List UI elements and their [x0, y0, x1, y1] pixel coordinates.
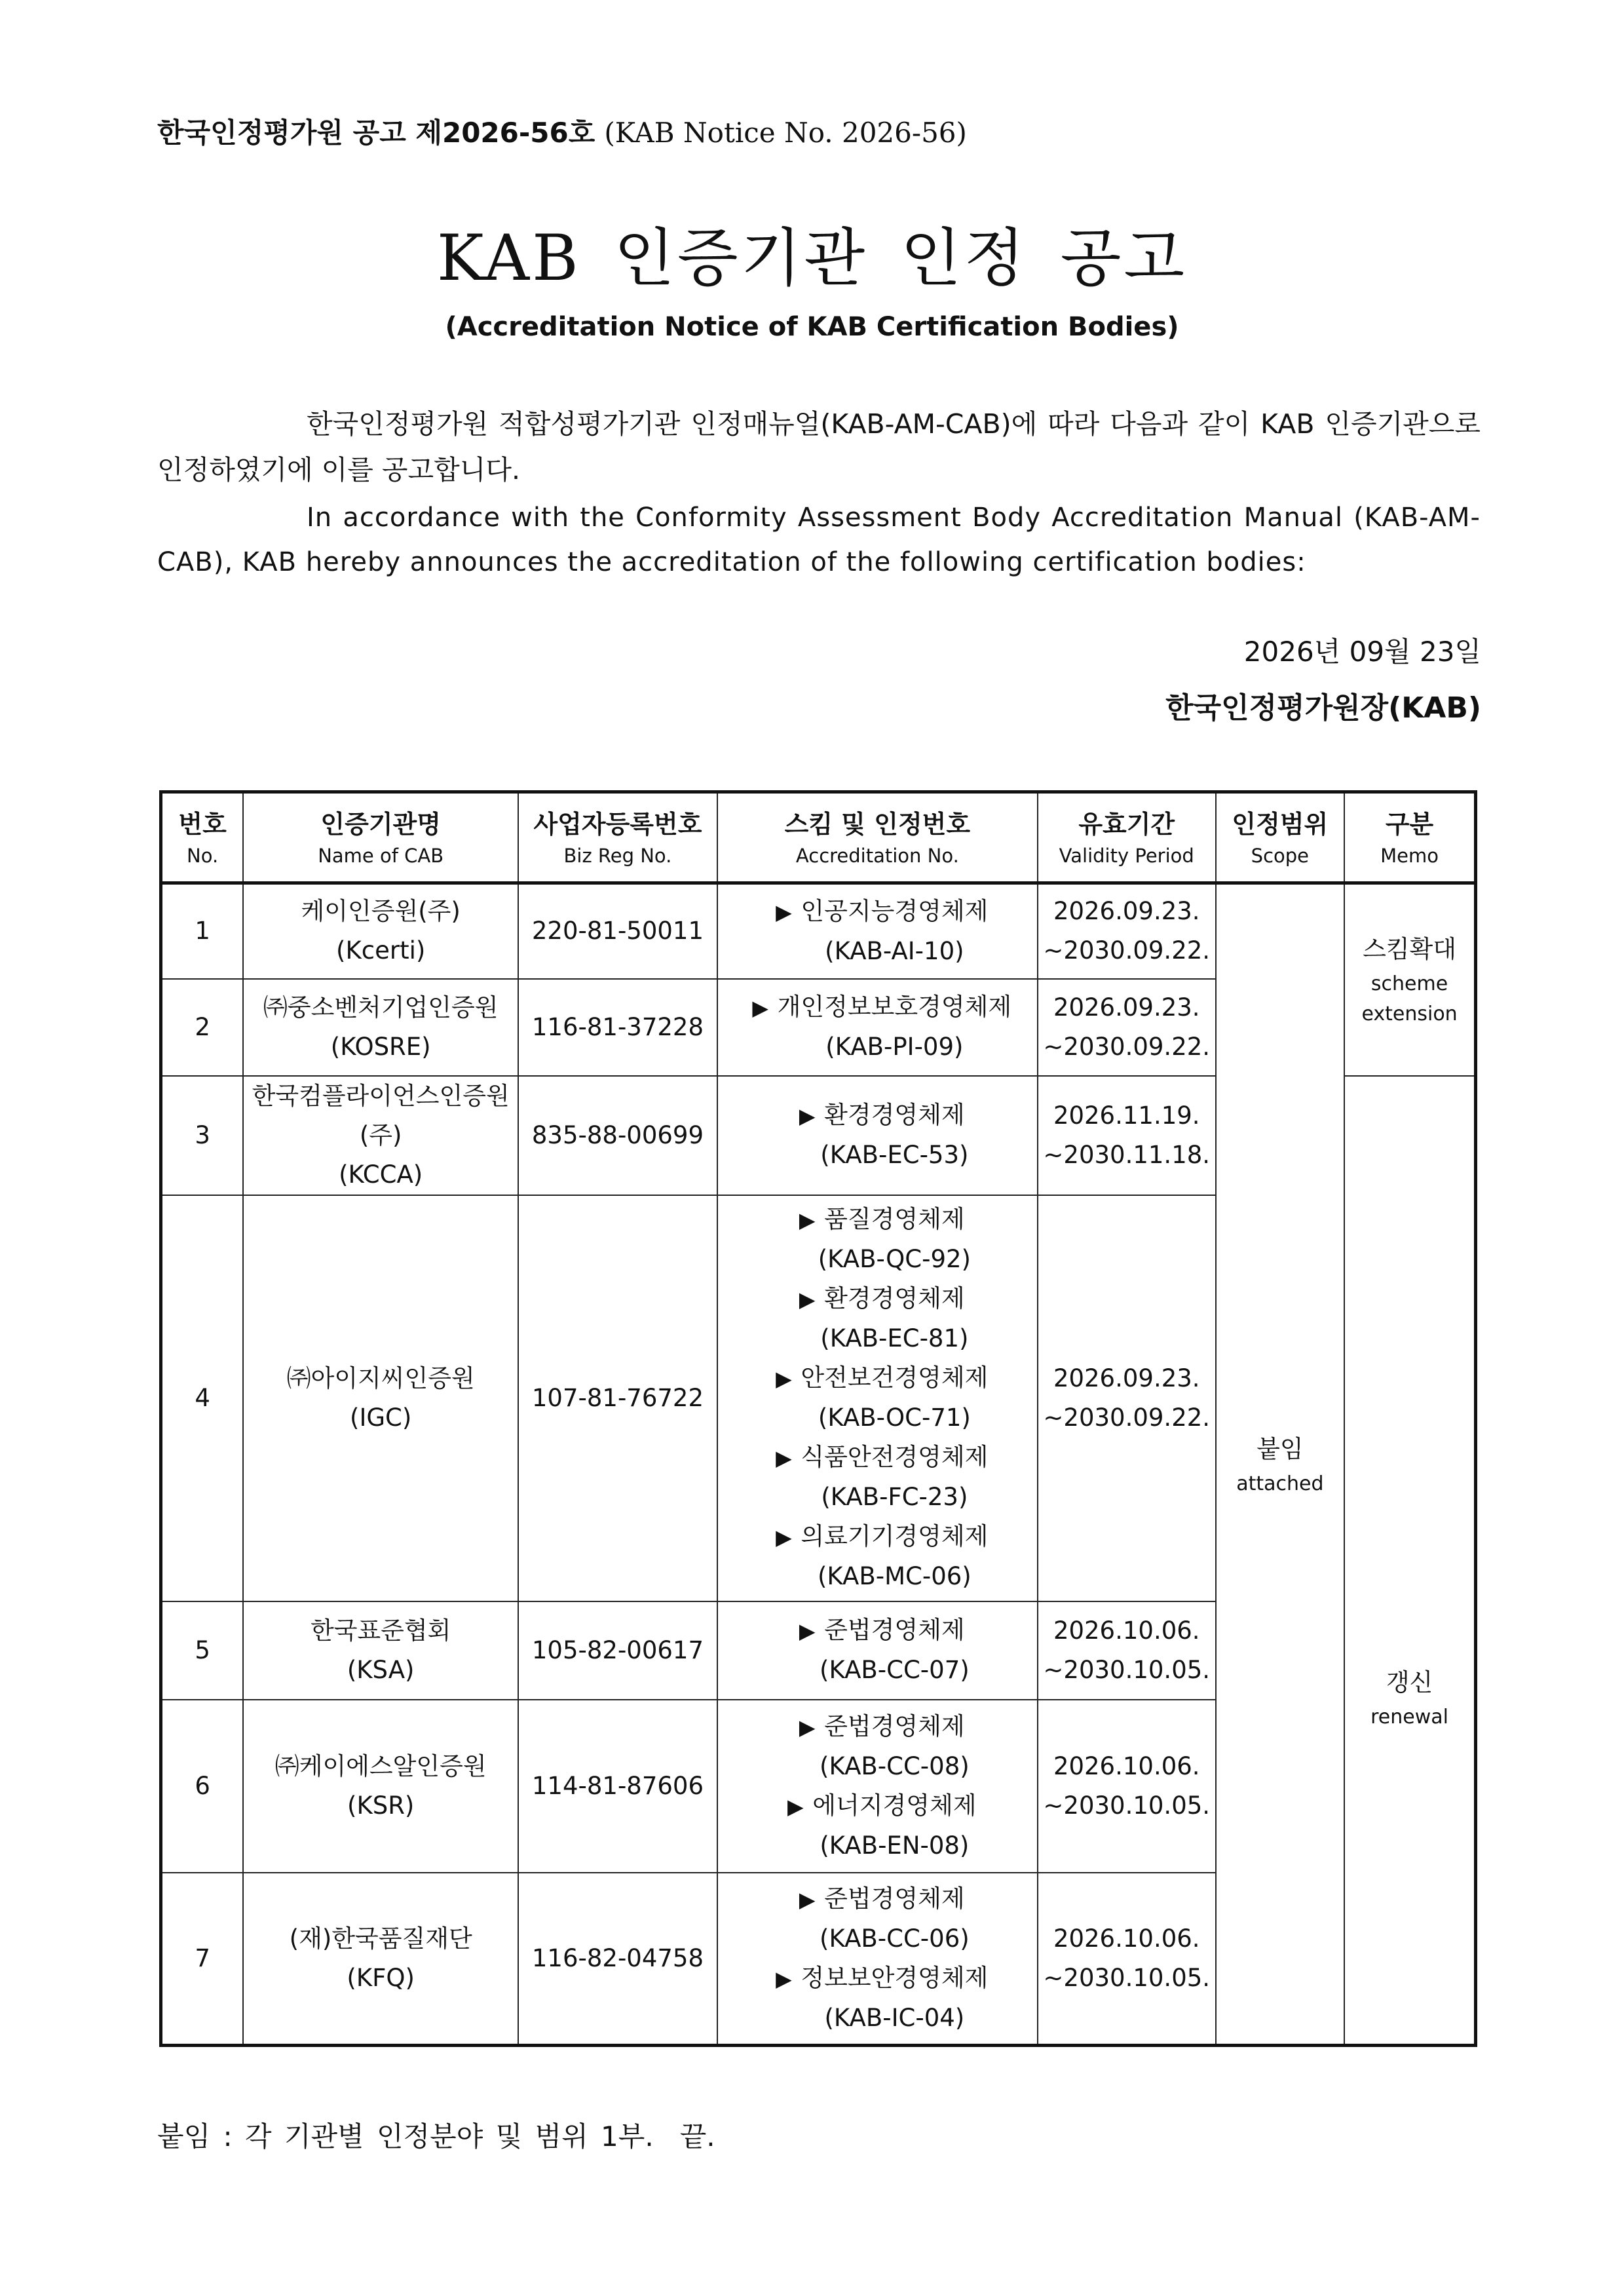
- bullet-triangle-icon: ▶: [776, 899, 792, 925]
- table-header-row: [161, 792, 1476, 883]
- bullet-triangle-icon: ▶: [776, 1966, 792, 1991]
- bullet-triangle-icon: ▶: [787, 1793, 804, 1819]
- end-mark: 끝.: [679, 2120, 715, 2152]
- row-name: ㈜케이에스알인증원 (KSR): [243, 1700, 518, 1873]
- bullet-triangle-icon: ▶: [799, 1618, 816, 1643]
- notice-number-en: (KAB Notice No. 2026-56): [604, 117, 967, 149]
- notice-number: [157, 111, 967, 151]
- bullet-triangle-icon: ▶: [799, 1714, 816, 1740]
- scheme-item: ▶ 준법경영체제 (KAB-CC-06): [718, 1879, 1037, 1959]
- row-schemes: [717, 1076, 1038, 1195]
- row-biz: 116-81-37228: [518, 979, 717, 1076]
- intro-paragraph-ko: 한국인정평가원 적합성평가기관 인정매뉴얼(KAB-AM-CAB)에 따라 다음과 같이 KAB 인증기관으로 인정하였기에 이를 공고합니다.: [157, 408, 1481, 486]
- scheme-item: ▶ 안전보건경영체제 (KAB-OC-71): [718, 1358, 1037, 1438]
- bullet-triangle-icon: ▶: [799, 1886, 816, 1912]
- row-biz: 114-81-87606: [518, 1700, 717, 1873]
- memo-extension: 스킴확대 scheme extension: [1344, 883, 1475, 1076]
- row-no: 4: [161, 1195, 244, 1601]
- notice-date: 2026년 09월 23일: [1243, 636, 1481, 668]
- header-biz: 사업자등록번호 Biz Reg No.: [518, 792, 717, 883]
- row-schemes: [717, 1700, 1038, 1873]
- header-scheme: 스킴 및 인정번호 Accreditation No.: [717, 792, 1038, 883]
- row-validity: 2026.09.23. ~2030.09.22.: [1038, 1195, 1216, 1601]
- row-no: 2: [161, 979, 244, 1076]
- row-name: (재)한국품질재단 (KFQ): [243, 1873, 518, 2046]
- bullet-triangle-icon: ▶: [752, 995, 768, 1020]
- row-schemes: [717, 1873, 1038, 2046]
- scheme-item: ▶ 준법경영체제 (KAB-CC-08): [718, 1707, 1037, 1786]
- page-subtitle: (Accreditation Notice of KAB Certification Bodies): [445, 312, 1179, 342]
- scheme-item: ▶ 에너지경영체제 (KAB-EN-08): [718, 1786, 1037, 1866]
- row-validity: 2026.10.06. ~2030.10.05.: [1038, 1700, 1216, 1873]
- row-schemes: [717, 1601, 1038, 1700]
- scheme-item: ▶ 품질경영체제 (KAB-QC-92): [718, 1200, 1037, 1279]
- scheme-item: ▶ 인공지능경영체제 (KAB-AI-10): [718, 892, 1037, 971]
- header-name: 인증기관명 Name of CAB: [243, 792, 518, 883]
- table-row: [161, 883, 1476, 979]
- row-name: ㈜중소벤처기업인증원 (KOSRE): [243, 979, 518, 1076]
- row-biz: 835-88-00699: [518, 1076, 717, 1195]
- scheme-item: ▶ 의료기기경영체제 (KAB-MC-06): [718, 1517, 1037, 1596]
- header-memo: 구분 Memo: [1344, 792, 1475, 883]
- attachment-text: 붙임 : 각 기관별 인정분야 및 범위 1부.: [157, 2120, 654, 2152]
- header-scope: 인정범위 Scope: [1216, 792, 1345, 883]
- row-name: ㈜아이지씨인증원 (IGC): [243, 1195, 518, 1601]
- scheme-item: ▶ 식품안전경영체제 (KAB-FC-23): [718, 1438, 1037, 1517]
- scheme-item: ▶ 환경경영체제 (KAB-EC-81): [718, 1279, 1037, 1358]
- scheme-item: ▶ 정보보안경영체제 (KAB-IC-04): [718, 1959, 1037, 2038]
- row-validity: 2026.10.06. ~2030.10.05.: [1038, 1873, 1216, 2046]
- bullet-triangle-icon: ▶: [799, 1103, 816, 1128]
- footer-attachment: [157, 2115, 715, 2154]
- issuer: 한국인정평가원장(KAB): [1165, 691, 1481, 725]
- row-no: 7: [161, 1873, 244, 2046]
- header-validity: 유효기간 Validity Period: [1038, 792, 1216, 883]
- scheme-item: ▶ 개인정보보호경영체제 (KAB-PI-09): [718, 987, 1037, 1067]
- row-biz: 107-81-76722: [518, 1195, 717, 1601]
- accreditation-table: [159, 790, 1477, 2047]
- row-schemes: [717, 883, 1038, 979]
- row-no: 1: [161, 883, 244, 979]
- row-schemes: [717, 979, 1038, 1076]
- row-name: 케이인증원(주) (Kcerti): [243, 883, 518, 979]
- bullet-triangle-icon: ▶: [776, 1525, 792, 1550]
- row-name: 한국컴플라이언스인증원(주) (KCCA): [243, 1076, 518, 1195]
- row-schemes: [717, 1195, 1038, 1601]
- row-biz: 105-82-00617: [518, 1601, 717, 1700]
- header-no: 번호 No.: [161, 792, 244, 883]
- row-validity: 2026.09.23. ~2030.09.22.: [1038, 883, 1216, 979]
- row-name: 한국표준협회 (KSA): [243, 1601, 518, 1700]
- bullet-triangle-icon: ▶: [799, 1208, 816, 1233]
- row-no: 6: [161, 1700, 244, 1873]
- row-validity: 2026.11.19. ~2030.11.18.: [1038, 1076, 1216, 1195]
- row-validity: 2026.09.23. ~2030.09.22.: [1038, 979, 1216, 1076]
- scope-cell: 붙임 attached: [1216, 883, 1345, 2046]
- bullet-triangle-icon: ▶: [776, 1366, 792, 1391]
- row-no: 3: [161, 1076, 244, 1195]
- intro-paragraph-en: In accordance with the Conformity Assessment Body Accreditation Manual (KAB-AM-CAB), KAB hereby announces the accreditation of the following certification bodies:: [157, 503, 1481, 577]
- page-title: KAB 인증기관 인정 공고: [436, 221, 1188, 295]
- row-no: 5: [161, 1601, 244, 1700]
- bullet-triangle-icon: ▶: [776, 1445, 792, 1470]
- bullet-triangle-icon: ▶: [799, 1287, 816, 1312]
- row-biz: 220-81-50011: [518, 883, 717, 979]
- scheme-item: ▶ 환경경영체제 (KAB-EC-53): [718, 1096, 1037, 1175]
- row-biz: 116-82-04758: [518, 1873, 717, 2046]
- row-validity: 2026.10.06. ~2030.10.05.: [1038, 1601, 1216, 1700]
- scheme-item: ▶ 준법경영체제 (KAB-CC-07): [718, 1611, 1037, 1690]
- memo-renewal: 갱신 renewal: [1344, 1076, 1475, 2046]
- notice-number-ko: 한국인정평가원 공고 제2026-56호: [157, 117, 595, 149]
